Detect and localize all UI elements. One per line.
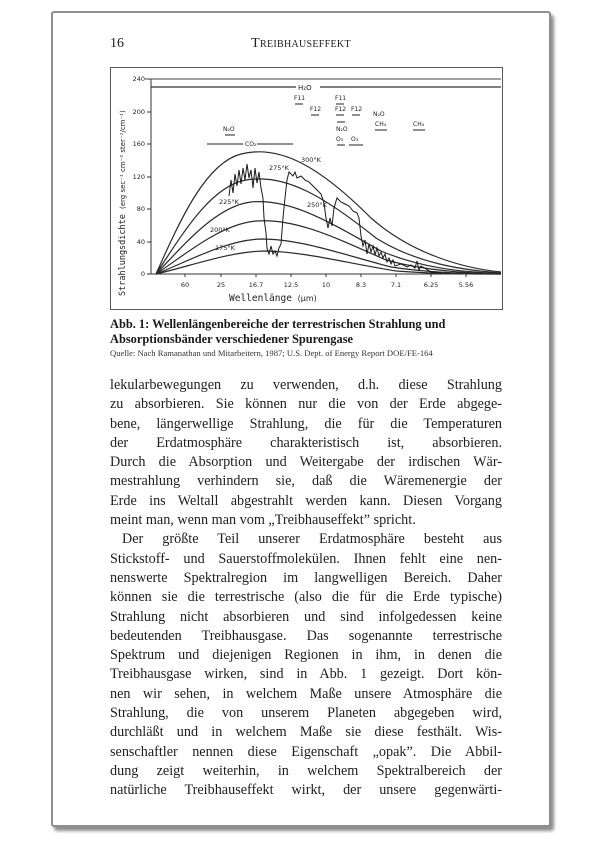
text-line: Durch die Absorption und Weitergabe der irdischen Wär- (110, 454, 502, 471)
text-line: durchläßt und in welchem Maße sie diese festhält. Wis- (110, 724, 502, 741)
body-text (110, 376, 502, 801)
svg-text:N₂O: N₂O (373, 111, 385, 118)
svg-text:N₂O: N₂O (336, 126, 348, 133)
svg-text:N₂O: N₂O (223, 126, 235, 133)
svg-text:5.56: 5.56 (458, 281, 474, 289)
svg-text:80: 80 (136, 205, 145, 213)
svg-text:F11: F11 (294, 95, 306, 102)
page-number: 16 (110, 36, 124, 51)
h2o-band-label: H₂O (298, 84, 312, 92)
caption-title: Abb. 1: Wellenlängenbereiche der terrestrischen Strahlung und Absorptionsbänder verschiedener Spurengase (110, 317, 446, 346)
text-line: der Erdatmosphäre charakteristisch ist, absorbieren. (110, 434, 502, 451)
text-line: meint man, wenn man vom „Treibhauseffekt” spricht. (110, 512, 416, 529)
svg-text:160: 160 (132, 140, 145, 148)
text-line: Der größte Teil unserer Erdatmosphäre besteht aus (122, 531, 502, 548)
svg-text:120: 120 (132, 173, 145, 181)
text-line: natürliche Treibhauseffekt wirkt, der unsere gegenwärti- (110, 782, 502, 799)
svg-text:7.1: 7.1 (390, 281, 402, 289)
svg-text:CH₄: CH₄ (413, 121, 425, 128)
svg-text:10: 10 (321, 281, 331, 289)
text-line: lekularbewegungen zu verwenden, d.h. diese Strahlung (110, 377, 502, 393)
text-line: Stickstoff- und Sauerstoffmolekülen. Ihnen fehlt eine nen- (110, 550, 502, 567)
caption-source: Quelle: Nach Ramanathan und Mitarbeitern, 1987; U.S. Dept. of Energy Report DOE/FE-164 (110, 348, 433, 358)
text-line: Spektrum und diejenigen Regionen in ihm, in denen die (110, 647, 502, 664)
svg-text:225°K: 225°K (219, 198, 239, 206)
x-axis-ticks (181, 274, 473, 289)
svg-text:CO₂: CO₂ (245, 141, 257, 148)
svg-text:250°K: 250°K (307, 201, 327, 209)
svg-text:200°K: 200°K (210, 226, 230, 234)
running-head: Treibhauseffekt (251, 36, 351, 51)
text-line: können sie die terrestrische (also die für die Erde typische) (110, 589, 502, 606)
svg-text:F12: F12 (335, 106, 347, 113)
text-line: dung zeigt weiterhin, in welchem Spektralbereich der (110, 762, 502, 779)
svg-text:0: 0 (140, 270, 145, 278)
figure-caption (110, 317, 510, 359)
svg-text:25: 25 (216, 281, 226, 289)
svg-text:16.7: 16.7 (248, 281, 264, 289)
svg-text:F12: F12 (310, 106, 322, 113)
svg-text:F12: F12 (351, 106, 363, 113)
text-line: nen wir sehen, in welchem Maße unsere Atmosphäre die (110, 685, 502, 702)
text-line: senschaftler nennen diese Eigenschaft „opak”. Die Abbil- (110, 743, 502, 760)
absorption-bands (207, 95, 425, 148)
text-line: nenswerte Spektralregion im langwelligen Bereich. Daher (110, 569, 502, 586)
svg-text:175°K: 175°K (215, 244, 235, 252)
y-axis-label: Strahlungsdichte (erg sec⁻¹ cm⁻² ster⁻¹/cm⁻¹) (118, 110, 128, 296)
svg-text:40: 40 (136, 238, 145, 246)
svg-text:300°K: 300°K (301, 156, 321, 164)
text-line: Erde ins Weltall abgestrahlt werden kann. Diesen Vorgang (110, 492, 502, 509)
svg-text:O₃: O₃ (336, 136, 344, 143)
svg-text:8.3: 8.3 (355, 281, 367, 289)
svg-text:60: 60 (180, 281, 190, 289)
spectrum-chart-svg (111, 68, 502, 309)
svg-text:240: 240 (132, 75, 145, 83)
measured-spectrum (229, 164, 441, 273)
svg-text:275°K: 275°K (269, 164, 289, 172)
svg-text:O₃: O₃ (351, 136, 359, 143)
blackbody-curves (156, 152, 501, 274)
y-axis-ticks (133, 75, 151, 278)
text-line: mestrahlung verhindern sie, daß die Wäremenergie der (110, 473, 502, 490)
text-line: bene, längerwellige Strahlung, die für die Temperaturen (110, 415, 502, 432)
temperature-labels (210, 156, 328, 252)
book-page (51, 11, 551, 827)
text-line: Treibhausgase wirken, sind in Abb. 1 gezeigt. Dort kön- (110, 666, 502, 683)
svg-text:F11: F11 (335, 95, 347, 102)
text-line: bedeutenden Treibhausgase. Das sogenannte terrestrische (110, 627, 502, 644)
svg-text:6.25: 6.25 (423, 281, 439, 289)
svg-text:CH₄: CH₄ (375, 121, 387, 128)
x-axis-label: Wellenlänge (µm) (229, 293, 317, 304)
text-line: Strahlung nicht absorbieren und sind infolgedessen keine (110, 608, 502, 625)
text-line: Strahlung, die von unserem Planeten abgegeben wird, (110, 705, 502, 722)
svg-text:12.5: 12.5 (283, 281, 299, 289)
svg-text:200: 200 (132, 108, 145, 116)
figure-spectrum-chart (110, 67, 503, 310)
text-line: zu absorbieren. Sie können nur die von der Erde abgege- (110, 396, 502, 413)
